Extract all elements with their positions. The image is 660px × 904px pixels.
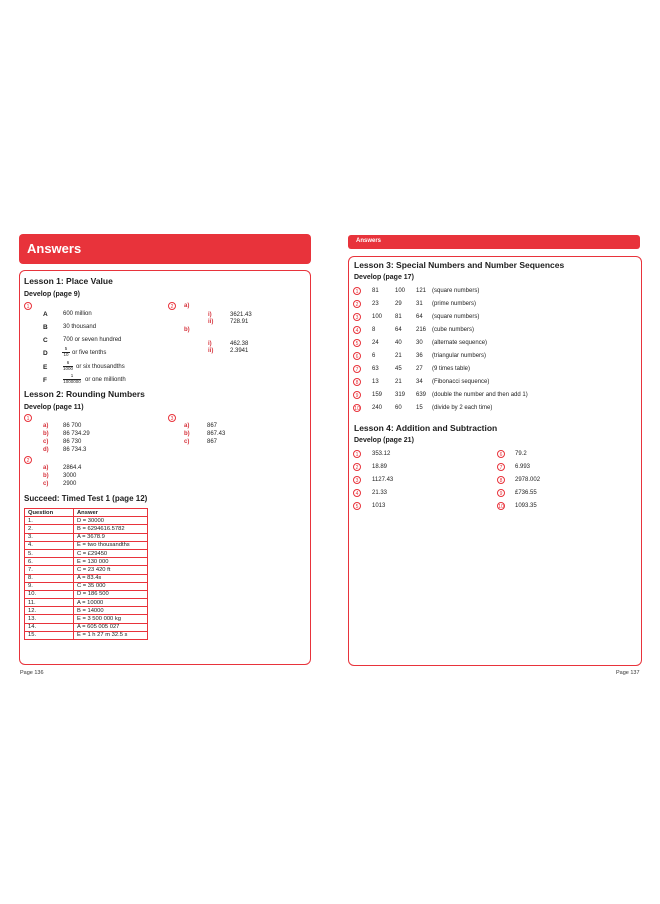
l2-q1-value: 86 734.3 [63,447,87,453]
l4-value: 1093.35 [515,503,537,509]
l3-val-c: 216 [416,327,427,333]
question-cell: 9. [25,582,74,590]
table-row [25,590,148,598]
l1-q2-value: 3621.43 [230,312,252,318]
l3-note: (alternate sequence) [432,340,488,346]
table-row [25,623,148,631]
l3-val-c: 15 [416,405,423,411]
l3-row-number: 7 [353,365,361,373]
table-header: Answer [74,509,148,517]
l3-note: (divide by 2 each time) [432,405,493,411]
l3-val-a: 81 [372,288,379,294]
l3-row-number: 5 [353,339,361,347]
table-row [25,607,148,615]
l1-item-letter: A [43,311,48,318]
l3-val-a: 13 [372,379,379,385]
l3-val-b: 60 [395,405,402,411]
l1-q2-b-label: b) [184,327,190,333]
l4-number: 8 [497,476,505,484]
l3-val-b: 29 [395,301,402,307]
table-row [25,615,148,623]
l3-note: (cube numbers) [432,327,475,333]
l2-q2-value: 2900 [63,481,77,487]
l3-note: (square numbers) [432,288,480,294]
l1-item-letter: F [43,377,47,384]
l2-q2-label: a) [43,465,49,471]
l2-q3-label: a) [184,423,190,429]
l3-val-c: 27 [416,366,423,372]
l4-number: 5 [353,502,361,510]
l1-item-text: or six thousandths [76,364,125,370]
l3-note: (prime numbers) [432,301,477,307]
l2-q1-value: 86 730 [63,439,82,445]
l3-val-a: 159 [372,392,383,398]
l3-val-a: 240 [372,405,383,411]
table-row [25,517,148,525]
right-page-number: Page 137 [616,670,640,676]
l4-number: 1 [353,450,361,458]
l1-q2-sub-label: i) [208,312,212,318]
fraction-denominator: 1000000 [63,378,81,384]
answer-cell: A = 605 005 027 [74,623,148,631]
l3-val-b: 21 [395,379,402,385]
table-row [25,549,148,557]
answer-cell: B = 14000 [74,607,148,615]
l2-q1-value: 86 700 [63,423,82,429]
lesson2-develop: Develop (page 11) [24,404,84,411]
table-row [25,533,148,541]
l2-q3-label: c) [184,439,190,445]
question-cell: 15. [25,631,74,639]
fraction-numerator: 6 [66,360,70,365]
fraction [63,374,81,384]
fraction-denominator: 1000 [63,365,74,371]
question-cell: 8. [25,574,74,582]
l1-q2-sub-label: i) [208,341,212,347]
l3-val-c: 30 [416,340,423,346]
l2-q3-value: 867.43 [207,431,226,437]
l4-value: 2978.002 [515,477,541,483]
answer-cell: A = 3678.9 [74,533,148,541]
answer-cell: D = 30000 [74,517,148,525]
l3-row-number: 2 [353,300,361,308]
l3-val-c: 64 [416,314,423,320]
l2-q3-value: 867 [207,439,218,445]
l3-val-a: 100 [372,314,383,320]
answer-cell: A = 83.4s [74,574,148,582]
lesson3-title: Lesson 3: Special Numbers and Number Sequences [354,260,565,270]
question-cell: 2. [25,525,74,533]
l4-value: 6.993 [515,464,531,470]
table-row [25,582,148,590]
left-page-number: Page 136 [20,670,44,676]
answer-cell: C = 23 420 ft [74,566,148,574]
l2-q2-value: 3000 [63,473,77,479]
l1-item-letter: E [43,364,48,371]
table-header-row [25,509,148,517]
l4-value: 353.12 [372,451,391,457]
l3-val-b: 45 [395,366,402,372]
l3-val-b: 21 [395,353,402,359]
fraction-numerator: 1 [70,373,74,378]
left-banner-title: Answers [27,241,82,256]
lesson1-q2-number: 2 [168,302,176,310]
right-answer-box [348,256,642,666]
answer-cell: D = 186 500 [74,590,148,598]
l3-row-number: 10 [354,406,360,412]
l1-q2-value: 462.38 [230,341,249,347]
l4-number: 3 [353,476,361,484]
l3-val-c: 121 [416,288,427,294]
right-answers-banner [348,235,640,249]
l2-q1-value: 86 734.29 [63,431,90,437]
lesson2-q1-number: 1 [24,414,32,422]
question-cell: 13. [25,615,74,623]
question-cell: 6. [25,558,74,566]
lesson1-develop: Develop (page 9) [24,291,81,298]
l3-val-a: 6 [372,353,376,359]
lesson2-title: Lesson 2: Rounding Numbers [24,389,145,399]
answer-cell: A = 10000 [74,599,148,607]
l1-item-text: or one millionth [85,377,126,383]
l2-q1-label: c) [43,439,49,445]
answer-cell: E = two thousandths [74,541,148,549]
timed-test-table [24,508,148,640]
l3-note: (double the number and then add 1) [432,392,528,398]
l3-row-number: 4 [353,326,361,334]
l2-q1-label: b) [43,431,49,437]
l2-q2-label: b) [43,473,49,479]
l3-val-a: 63 [372,366,379,372]
l4-number: 2 [353,463,361,471]
question-cell: 5. [25,549,74,557]
l4-number: 10 [498,504,504,510]
l4-value: 18.89 [372,464,388,470]
l1-q2-sub-label: ii) [208,319,214,325]
l3-val-c: 34 [416,379,423,385]
fraction-denominator: 10 [63,351,69,357]
question-cell: 10. [25,590,74,598]
l1-q2-value: 728.91 [230,319,249,325]
question-cell: 7. [25,566,74,574]
l1-item-text: or five tenths [72,350,107,356]
l4-value: 1127.43 [372,477,394,483]
l3-val-c: 36 [416,353,423,359]
table-row [25,558,148,566]
l1-q2-value: 2.3941 [230,348,249,354]
l4-value: 1013 [372,503,386,509]
l3-val-a: 24 [372,340,379,346]
table-row [25,566,148,574]
left-answers-banner [19,234,311,264]
question-cell: 1. [25,517,74,525]
answer-cell: E = 3 500 000 kg [74,615,148,623]
l2-q1-label: a) [43,423,49,429]
question-cell: 3. [25,533,74,541]
l3-row-number: 1 [353,287,361,295]
l1-item-letter: C [43,337,48,344]
answer-cell: E = 130 000 [74,558,148,566]
l2-q1-label: d) [43,447,49,453]
l4-number: 7 [497,463,505,471]
l3-row-number: 8 [353,378,361,386]
l4-value: 21.33 [372,490,388,496]
l4-number: 4 [353,489,361,497]
l4-number: 9 [497,489,505,497]
l1-q2-sub-label: ii) [208,348,214,354]
answer-cell: B = 6294616.5782 [74,525,148,533]
table-row [25,525,148,533]
l1-item-letter: B [43,324,48,331]
answer-cell: C = £29450 [74,549,148,557]
lesson1-title: Lesson 1: Place Value [24,276,113,286]
succeed-title: Succeed: Timed Test 1 (page 12) [24,494,148,503]
l3-val-b: 40 [395,340,402,346]
l1-item-text: 600 million [63,311,92,317]
l2-q3-value: 867 [207,423,218,429]
l1-item-text: 30 thousand [63,324,97,330]
l3-val-c: 31 [416,301,423,307]
question-cell: 4. [25,541,74,549]
l3-val-c: 639 [416,392,427,398]
table-row [25,631,148,639]
lesson4-title: Lesson 4: Addition and Subtraction [354,423,498,433]
l3-row-number: 3 [353,313,361,321]
l3-note: (square numbers) [432,314,480,320]
question-cell: 11. [25,599,74,607]
lesson4-develop: Develop (page 21) [354,437,414,444]
l4-value: £736.55 [515,490,537,496]
fraction [63,361,73,371]
l4-number: 6 [497,450,505,458]
l4-value: 79.2 [515,451,527,457]
l2-q2-label: c) [43,481,49,487]
l1-item-letter: D [43,350,48,357]
lesson2-q2-number: 2 [24,456,32,464]
table-row [25,541,148,549]
answer-cell: C = 35 000 [74,582,148,590]
l3-row-number: 6 [353,352,361,360]
l3-row-number: 9 [353,391,361,399]
l3-val-b: 319 [395,392,406,398]
right-banner-title: Answers [356,238,382,244]
l3-val-b: 64 [395,327,402,333]
l1-q2-a-label: a) [184,303,190,309]
l2-q3-label: b) [184,431,190,437]
l1-item-text: 700 or seven hundred [63,337,122,343]
l3-val-a: 23 [372,301,379,307]
table-row [25,599,148,607]
table-row [25,574,148,582]
lesson3-develop: Develop (page 17) [354,274,414,281]
answer-cell: E = 1 h 27 m 32.5 s [74,631,148,639]
l3-note: (9 times table) [432,366,471,372]
fraction [62,347,70,357]
l3-note: (triangular numbers) [432,353,487,359]
l3-val-b: 100 [395,288,406,294]
l2-q2-value: 2864.4 [63,465,82,471]
fraction-numerator: 5 [64,346,68,351]
l3-val-a: 8 [372,327,376,333]
lesson2-q3-number: 3 [168,414,176,422]
lesson1-q1-number: 1 [24,302,32,310]
l3-note: (Fibonacci sequence) [432,379,490,385]
l3-val-b: 81 [395,314,402,320]
question-cell: 14. [25,623,74,631]
question-cell: 12. [25,607,74,615]
table-header: Question [25,509,74,517]
